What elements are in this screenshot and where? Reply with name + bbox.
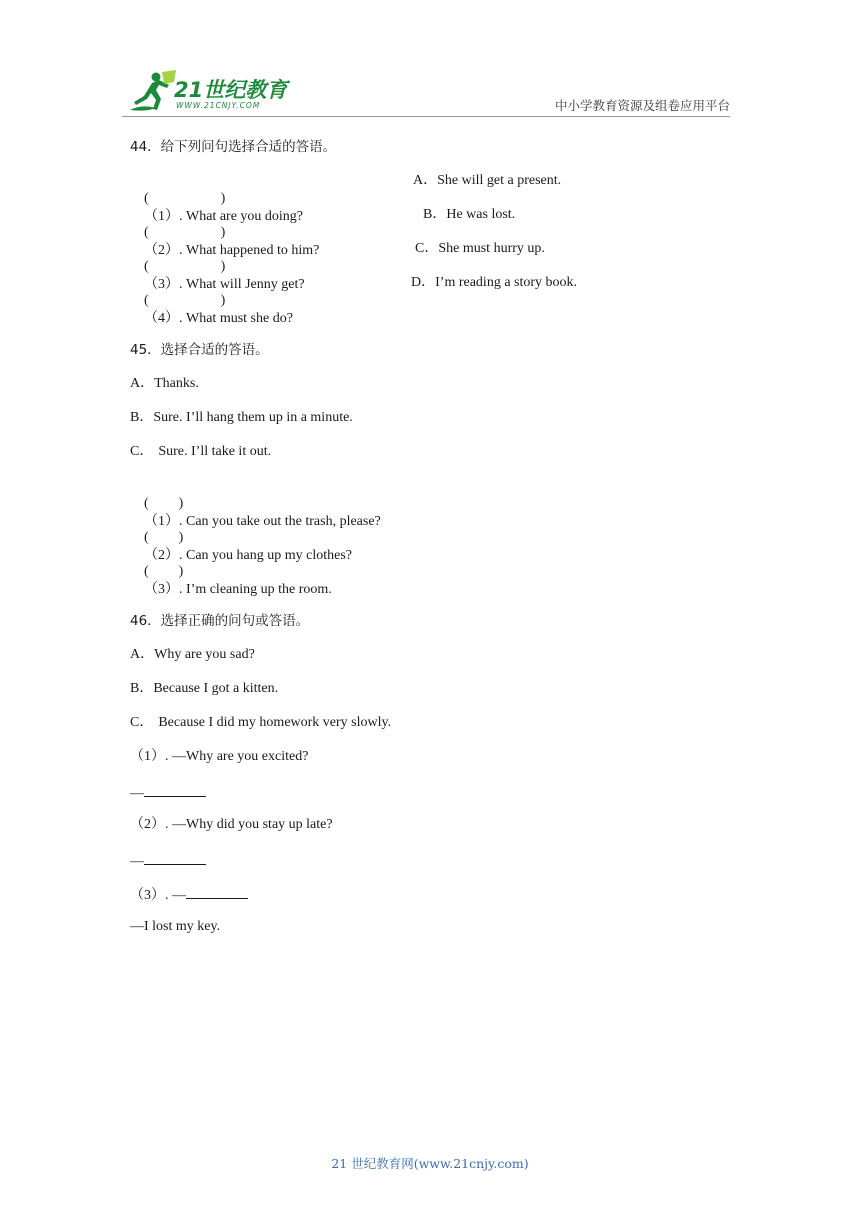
answer-blank[interactable] (144, 850, 206, 865)
option-text: Because I got a kitten. (153, 681, 279, 696)
option-text: Sure. I’ll hang them up in a minute. (153, 410, 353, 425)
q44-option-b (423, 206, 515, 224)
item-number: （3） (144, 277, 179, 292)
answer-dash: — (130, 854, 144, 869)
logo (122, 68, 292, 114)
q46-option-c (130, 714, 391, 732)
q44-option-d (411, 274, 577, 292)
option-letter: A． (413, 173, 438, 188)
option-letter: C． (130, 715, 154, 730)
answer-paren-open: ( (144, 530, 149, 545)
answer-paren-open: ( (144, 496, 149, 511)
option-letter: B． (423, 207, 447, 222)
q46-option-b (130, 680, 278, 698)
option-letter: A． (130, 647, 155, 662)
item-number: （1） (130, 749, 165, 764)
question-text: . — (165, 888, 186, 903)
item-number: （2） (130, 817, 165, 832)
option-text: Why are you sad? (154, 647, 255, 662)
q46-option-a (130, 646, 255, 664)
answer-paren-open: ( (144, 191, 149, 206)
item-number: （1） (144, 514, 179, 529)
answer-paren-close: ) (178, 530, 184, 545)
option-letter: C． (415, 241, 439, 256)
q46-answer-1 (130, 782, 206, 803)
answer-paren-open: ( (144, 259, 149, 274)
logo-text: 21世纪教育 (174, 78, 288, 102)
option-text: Thanks. (154, 376, 199, 391)
item-number: （4） (144, 311, 179, 326)
option-letter: A． (130, 376, 155, 391)
page-footer: 21 世纪教育网(www.21cnjy.com) (331, 1156, 529, 1171)
question-text: . What are you doing? (179, 209, 304, 224)
option-letter: B． (130, 410, 154, 425)
runner-logo-icon (122, 68, 178, 114)
q45-option-c (130, 443, 271, 461)
item-number: （1） (144, 209, 179, 224)
logo-url: WWW.21CNJY.COM (176, 101, 261, 110)
question-text: . I’m cleaning up the room. (179, 582, 332, 597)
option-text: Sure. I’ll take it out. (158, 444, 272, 459)
answer-paren-open: ( (144, 225, 149, 240)
option-text: He was lost. (446, 207, 516, 222)
q46-title: 46．选择正确的问句或答语。 (130, 613, 310, 629)
question-text: . What must she do? (179, 311, 293, 326)
answer-dash: — (130, 786, 144, 801)
q44-option-c (415, 240, 545, 258)
q46-item-3 (130, 884, 248, 905)
option-text: She will get a present. (437, 173, 562, 188)
answer-blank[interactable] (186, 884, 248, 899)
question-text: . —Why are you excited? (165, 749, 309, 764)
item-number: （2） (144, 548, 179, 563)
q45-option-b (130, 409, 353, 427)
option-letter: B． (130, 681, 154, 696)
question-text: . What happened to him? (179, 243, 320, 258)
header-divider (122, 116, 730, 117)
answer-paren-open: ( (144, 564, 149, 579)
answer-paren-close: ) (220, 225, 226, 240)
question-text: . What will Jenny get? (179, 277, 305, 292)
question-text: . Can you take out the trash, please? (179, 514, 381, 529)
answer-blank[interactable] (144, 782, 206, 797)
item-number: （2） (144, 243, 179, 258)
q45-title: 45．选择合适的答语。 (130, 342, 269, 358)
answer-paren-close: ) (178, 564, 184, 579)
option-text: She must hurry up. (438, 241, 545, 256)
answer-paren-open: ( (144, 293, 149, 308)
q44-option-a (413, 172, 561, 190)
q46-answer-3: —I lost my key. (130, 919, 221, 934)
q45-row-3 (130, 545, 332, 617)
header-platform-text: 中小学教育资源及组卷应用平台 (554, 98, 730, 113)
item-number: （3） (130, 888, 165, 903)
option-letter: D． (411, 275, 436, 290)
item-number: （3） (144, 582, 179, 597)
option-text: I’m reading a story book. (435, 275, 578, 290)
answer-paren-close: ) (220, 191, 226, 206)
q46-item-2 (130, 816, 333, 834)
option-text: Because I did my homework very slowly. (158, 715, 392, 730)
question-text: . —Why did you stay up late? (165, 817, 333, 832)
answer-paren-close: ) (178, 496, 184, 511)
q44-title: 44．给下列问句选择合适的答语。 (130, 139, 337, 155)
answer-paren-close: ) (220, 259, 226, 274)
question-text: . Can you hang up my clothes? (179, 548, 353, 563)
page-header (0, 0, 860, 130)
q44-row-4 (130, 274, 293, 346)
answer-paren-close: ) (220, 293, 226, 308)
q45-option-a (130, 375, 199, 393)
q46-item-1 (130, 748, 308, 766)
q46-answer-2 (130, 850, 206, 871)
option-letter: C． (130, 444, 154, 459)
